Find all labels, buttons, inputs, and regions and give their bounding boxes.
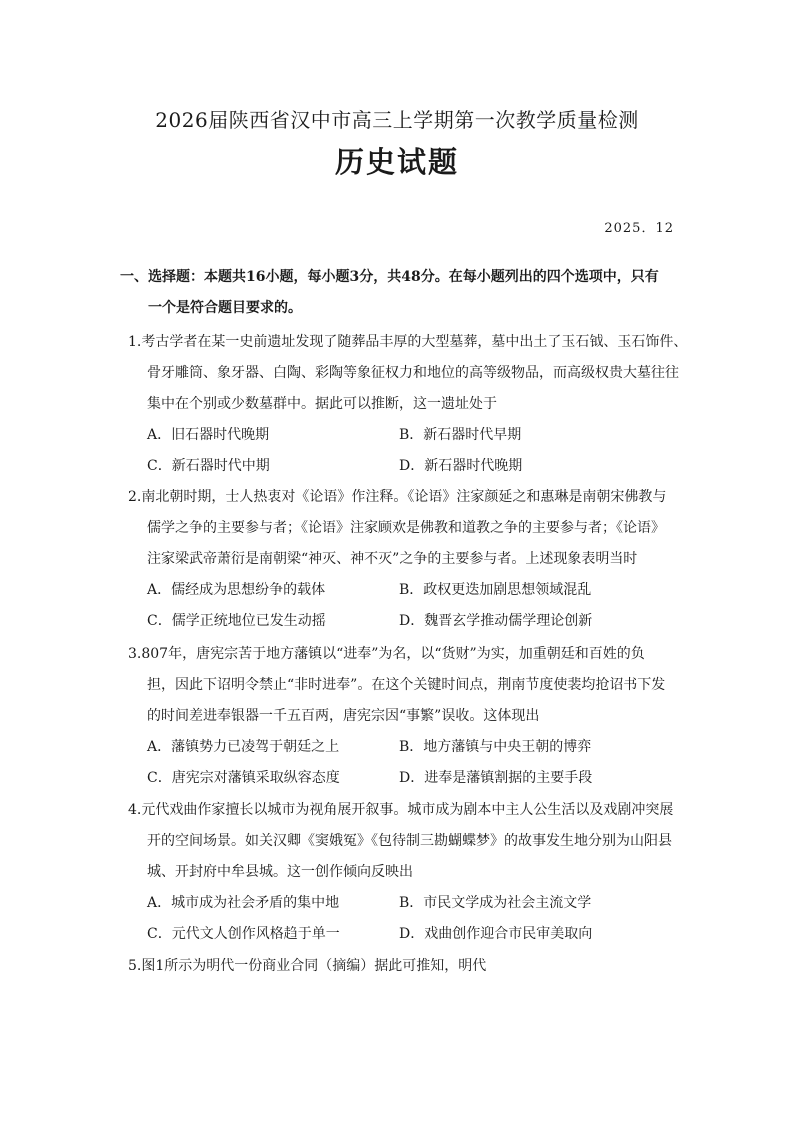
question-3-line1: 3.807年，唐宪宗苦于地方藩镇以“进奉”为名，以“货财”为实，加重朝廷和百姓的负 (128, 646, 645, 662)
question-4-option-c[interactable]: C．元代文人创作风格趋于单一 (147, 926, 340, 942)
question-2-line2: 儒学之争的主要参与者；《论语》注家顾欢是佛教和道教之争的主要参与者；《论语》 (147, 520, 665, 536)
question-4-option-d[interactable]: D．戏曲创作迎合市民审美取向 (399, 926, 593, 942)
question-3-line2: 担，因此下诏明令禁止“非时进奉”。在这个关键时间点，荆南节度使裴均抢诏书下发 (147, 677, 666, 693)
question-1-line2: 骨牙雕筒、象牙器、白陶、彩陶等象征权力和地位的高等级物品，而高级权贵大墓往往 (147, 365, 679, 381)
question-3-option-a[interactable]: A．藩镇势力已凌驾于朝廷之上 (147, 739, 340, 755)
question-2-option-b[interactable]: B．政权更迭加剧思想领域混乱 (399, 582, 592, 598)
question-1-option-c[interactable]: C．新石器时代中期 (147, 458, 270, 474)
question-2-line3: 注家梁武帝萧衍是南朝梁“神灭、神不灭”之争的主要参与者。上述现象表明当时 (147, 551, 638, 567)
question-2-option-a[interactable]: A．儒经成为思想纷争的载体 (147, 582, 326, 598)
question-4-line3: 城、开封府中牟县城。这一创作倾向反映出 (147, 864, 413, 880)
section-instruction-line2: 一个是符合题目要求的。 (148, 300, 302, 316)
question-3-option-b[interactable]: B．地方藩镇与中央王朝的博弈 (399, 739, 592, 755)
section-instruction-line1: 一、选择题：本题共16小题，每小题3分，共48分。在每小题列出的四个选项中，只有 (120, 269, 659, 285)
question-4-line2: 开的空间场景。如关汉卿《窦娥冤》《包待制三勘蝴蝶梦》的故事发生地分别为山阳县 (147, 833, 672, 849)
question-4-option-b[interactable]: B．市民文学成为社会主流文学 (399, 895, 592, 911)
question-1-option-d[interactable]: D．新石器时代晚期 (399, 458, 523, 474)
question-2-line1: 2.南北朝时期，士人热衷对《论语》作注释。《论语》注家颜延之和惠琳是南朝宋佛教与 (128, 489, 667, 505)
question-3-option-d[interactable]: D．进奉是藩镇割据的主要手段 (399, 770, 593, 786)
question-1-line3: 集中在个别或少数墓群中。据此可以推断，这一遗址处于 (147, 396, 497, 412)
question-4-line1: 4.元代戏曲作家擅长以城市为视角展开叙事。城市成为剧本中主人公生活以及戏剧冲突展 (128, 802, 674, 818)
question-3-option-c[interactable]: C．唐宪宗对藩镇采取纵容态度 (147, 770, 340, 786)
question-1-option-b[interactable]: B．新石器时代早期 (399, 427, 522, 443)
subject-title: 历史试题 (334, 145, 459, 179)
question-1-line1: 1.考古学者在某一史前遗址发现了随葬品丰厚的大型墓葬，墓中出土了玉石钺、玉石饰件、 (128, 334, 688, 350)
question-4-option-a[interactable]: A．城市成为社会矛盾的集中地 (147, 895, 340, 911)
question-1-option-a[interactable]: A．旧石器时代晚期 (147, 427, 270, 443)
exam-title: 2026届陕西省汉中市高三上学期第一次教学质量检测 (155, 108, 639, 132)
question-2-option-c[interactable]: C．儒学正统地位已发生动摇 (147, 613, 326, 629)
question-3-line3: 的时间差进奉银器一千五百两，唐宪宗因“事繁”误收。这体现出 (147, 708, 540, 724)
section-instruction (120, 262, 680, 324)
question-5-line1: 5.图1所示为明代一份商业合同（摘编）据此可推知，明代 (128, 958, 487, 974)
question-2-option-d[interactable]: D．魏晋玄学推动儒学理论创新 (399, 613, 593, 629)
exam-date: 2025．12 (604, 221, 674, 236)
